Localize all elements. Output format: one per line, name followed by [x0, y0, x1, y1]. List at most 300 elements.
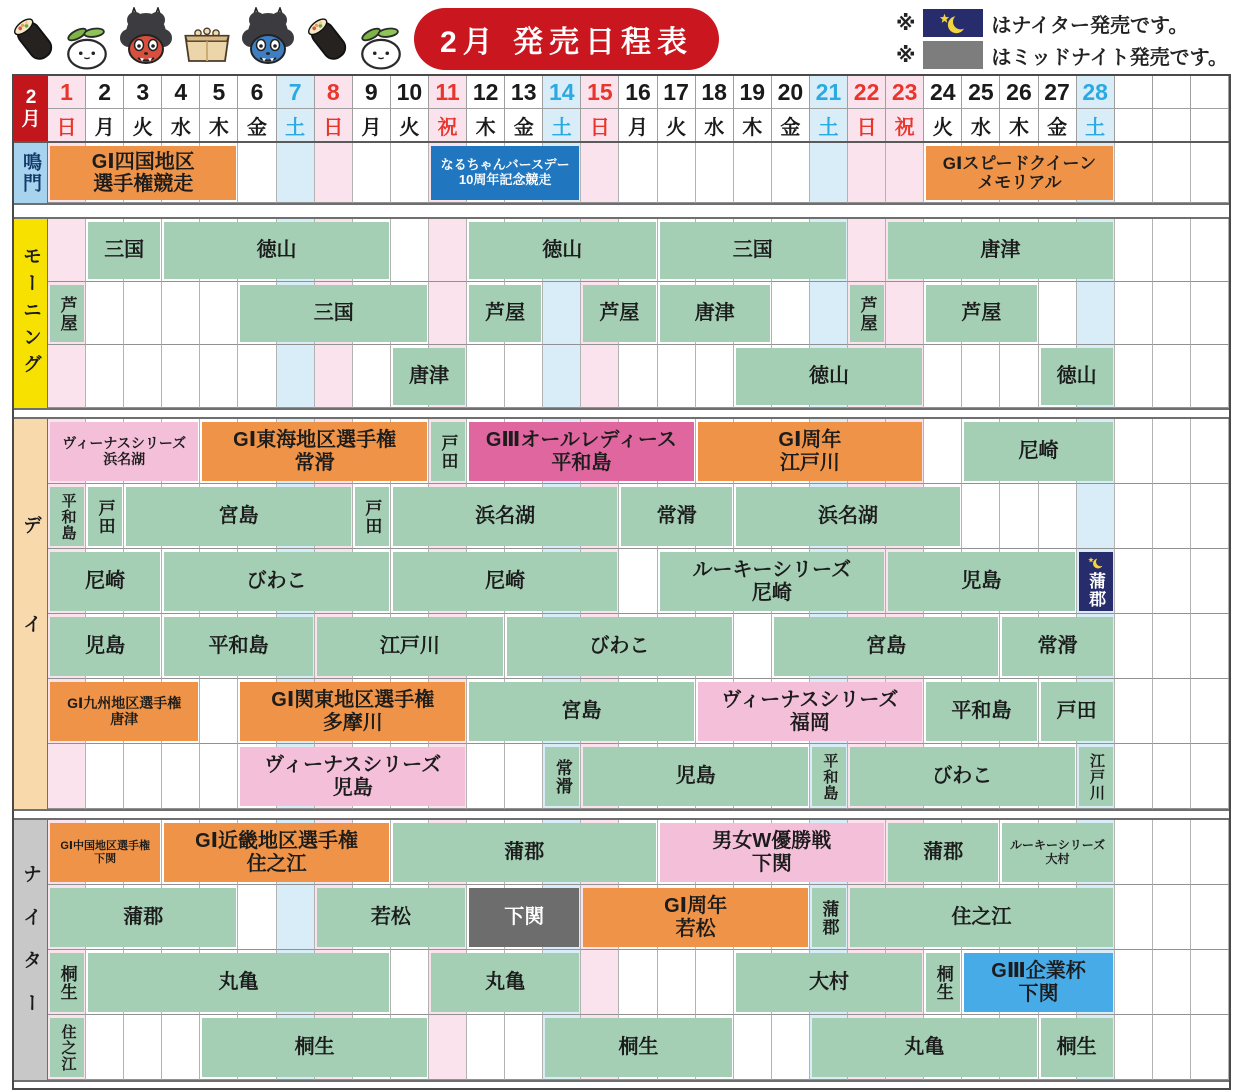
day-cell — [696, 345, 734, 408]
race-bar: 三国 — [240, 285, 426, 342]
trailing-cell — [1191, 679, 1229, 744]
trailing-cell — [1115, 419, 1153, 484]
day-cell — [619, 950, 657, 1015]
weekday-label: 金 — [1039, 109, 1077, 141]
trailing-cell — [1115, 282, 1153, 345]
race-bar: 浜名湖 — [393, 487, 618, 546]
day-cell — [581, 950, 619, 1015]
day-cell — [48, 744, 86, 809]
day-number: 13 — [505, 76, 543, 109]
trailing-cell — [1153, 549, 1191, 614]
day-cell — [772, 143, 810, 203]
day-cell — [429, 219, 467, 282]
day-cell — [1000, 484, 1038, 549]
trailing-cell — [1115, 744, 1153, 809]
trailing-cell — [1191, 820, 1229, 885]
day-number: 20 — [772, 76, 810, 109]
trailing-cell — [1153, 419, 1191, 484]
trailing-cell — [1115, 109, 1153, 141]
weekday-label: 祝 — [429, 109, 467, 141]
day-cell — [162, 282, 200, 345]
section-label-2: デイ — [14, 419, 48, 809]
blue-oni-icon — [236, 7, 300, 71]
trailing-cell — [1191, 143, 1229, 203]
day-cell — [734, 143, 772, 203]
header — [0, 0, 1240, 74]
red-oni-icon — [114, 7, 178, 71]
ehomaki-icon — [8, 9, 60, 71]
race-bar: 丸亀 — [431, 953, 579, 1012]
race-bar: 住之江 — [50, 1018, 84, 1077]
weekday-label: 木 — [200, 109, 238, 141]
race-bar: 児島 — [583, 747, 808, 806]
day-cell — [48, 219, 86, 282]
trailing-cell — [1191, 419, 1229, 484]
day-cell — [353, 345, 391, 408]
race-bar: GⅠ周年 江戸川 — [698, 422, 923, 481]
day-cell — [619, 143, 657, 203]
weekday-label: 火 — [658, 109, 696, 141]
ehomaki-icon — [8, 9, 60, 71]
race-bar: 児島 — [888, 552, 1074, 611]
trailing-cell — [1153, 143, 1191, 203]
race-bar: 蒲郡 — [888, 823, 998, 882]
race-bar: 蒲郡 — [393, 823, 656, 882]
date-header — [14, 76, 1229, 143]
day-cell — [467, 345, 505, 408]
legend-row-midnight — [896, 41, 1228, 70]
race-bar: 常滑 — [545, 747, 579, 806]
day-cell — [86, 744, 124, 809]
section-3 — [14, 820, 1229, 1080]
race-bar: 唐津 — [393, 348, 465, 405]
weekday-label: 木 — [467, 109, 505, 141]
day-cell — [924, 419, 962, 484]
snow-rabbit-icon — [62, 23, 112, 71]
day-cell — [696, 143, 734, 203]
day-number: 2 — [86, 76, 124, 109]
day-number: 25 — [962, 76, 1000, 109]
race-bar: ヴィーナスシリーズ 児島 — [240, 747, 465, 806]
day-number: 18 — [696, 76, 734, 109]
section-separator — [14, 203, 1229, 219]
day-cell — [505, 345, 543, 408]
trailing-cell — [1115, 76, 1153, 109]
race-bar: 男女W優勝戦 下関 — [660, 823, 885, 882]
race-bar: 平和島 — [812, 747, 846, 806]
section-0 — [14, 143, 1229, 203]
masu-beans-icon — [180, 15, 234, 71]
race-bar: GⅠ中国地区選手権 下関 — [50, 823, 160, 882]
day-cell — [924, 345, 962, 408]
weekday-label: 金 — [772, 109, 810, 141]
day-number: 28 — [1077, 76, 1115, 109]
day-cell — [581, 143, 619, 203]
day-number: 12 — [467, 76, 505, 109]
day-cell — [200, 345, 238, 408]
day-cell — [886, 143, 924, 203]
trailing-cell — [1115, 345, 1153, 408]
month-label: 2 月 — [14, 76, 48, 141]
race-bar: 戸田 — [431, 422, 465, 481]
weekday-label: 月 — [86, 109, 124, 141]
trailing-cell — [1115, 820, 1153, 885]
day-number: 19 — [734, 76, 772, 109]
day-number: 3 — [124, 76, 162, 109]
day-cell — [734, 614, 772, 679]
day-number: 1 — [48, 76, 86, 109]
weekday-label: 土 — [277, 109, 315, 141]
trailing-cell — [1191, 950, 1229, 1015]
trailing-cell — [1191, 76, 1229, 109]
day-number: 27 — [1039, 76, 1077, 109]
legend — [896, 6, 1232, 73]
day-cell — [467, 1015, 505, 1080]
weekday-label: 水 — [162, 109, 200, 141]
race-bar: 尼崎 — [964, 422, 1112, 481]
race-bar: 徳山 — [469, 222, 655, 279]
day-number: 21 — [810, 76, 848, 109]
weekday-label: 祝 — [886, 109, 924, 141]
trailing-cell — [1191, 1015, 1229, 1080]
race-bar: 浜名湖 — [736, 487, 961, 546]
race-bar: 桐生 — [926, 953, 960, 1012]
trailing-cell — [1191, 345, 1229, 408]
day-number: 4 — [162, 76, 200, 109]
race-bar: 芦屋 — [50, 285, 84, 342]
weekday-label: 金 — [505, 109, 543, 141]
race-bar: ルーキーシリーズ 大村 — [1002, 823, 1112, 882]
day-cell — [429, 1015, 467, 1080]
race-bar: 平和島 — [926, 682, 1036, 741]
race-bar: 三国 — [88, 222, 160, 279]
race-bar: 江戸川 — [1079, 747, 1113, 806]
day-number: 23 — [886, 76, 924, 109]
day-number: 16 — [619, 76, 657, 109]
weekday-label: 木 — [1000, 109, 1038, 141]
section-separator — [14, 408, 1229, 419]
race-bar: 芦屋 — [926, 285, 1036, 342]
day-cell — [848, 143, 886, 203]
calendar — [12, 74, 1231, 1090]
day-number: 5 — [200, 76, 238, 109]
day-cell — [1077, 484, 1115, 549]
race-bar: 常滑 — [1002, 617, 1112, 676]
race-bar: ルーキーシリーズ 尼崎 — [660, 552, 885, 611]
race-bar: 江戸川 — [317, 617, 503, 676]
day-cell — [162, 1015, 200, 1080]
race-bar: 蒲郡 — [812, 888, 846, 947]
trailing-cell — [1115, 219, 1153, 282]
race-bar: 徳山 — [164, 222, 389, 279]
day-cell — [391, 219, 429, 282]
trailing-cell — [1115, 549, 1153, 614]
section-1 — [14, 219, 1229, 408]
day-cell — [238, 143, 276, 203]
day-cell — [238, 345, 276, 408]
trailing-cell — [1115, 950, 1153, 1015]
trailing-cell — [1115, 885, 1153, 950]
race-bar: 戸田 — [355, 487, 389, 546]
day-cell — [619, 549, 657, 614]
decoration-icons — [8, 7, 406, 71]
nighter-swatch — [923, 9, 983, 37]
race-bar: 徳山 — [1041, 348, 1113, 405]
snow-rabbit-icon — [356, 23, 406, 71]
day-cell — [277, 345, 315, 408]
race-bar: 芦屋 — [469, 285, 541, 342]
day-cell — [772, 1015, 810, 1080]
race-bar: 蒲郡 — [50, 888, 236, 947]
race-bar: GⅠ関東地区選手権 多摩川 — [240, 682, 465, 741]
day-cell — [543, 345, 581, 408]
weekday-label: 月 — [619, 109, 657, 141]
day-cell — [581, 345, 619, 408]
trailing-cell — [1191, 744, 1229, 809]
section-separator — [14, 1080, 1229, 1088]
trailing-cell — [1153, 1015, 1191, 1080]
day-cell — [277, 885, 315, 950]
weekday-label: 水 — [696, 109, 734, 141]
race-bar: 常滑 — [621, 487, 731, 546]
race-bar: なるちゃんバースデー 10周年記念競走 — [431, 146, 579, 200]
masu-beans-icon — [180, 15, 234, 71]
trailing-cell — [1153, 345, 1191, 408]
race-bar: 宮島 — [126, 487, 351, 546]
day-number: 6 — [238, 76, 276, 109]
day-cell — [962, 484, 1000, 549]
race-bar: びわこ — [164, 552, 389, 611]
race-bar: びわこ — [850, 747, 1075, 806]
day-cell — [124, 345, 162, 408]
day-cell — [315, 143, 353, 203]
race-bar: 宮島 — [469, 682, 694, 741]
trailing-cell — [1153, 744, 1191, 809]
trailing-cell — [1153, 109, 1191, 141]
weekday-label: 火 — [124, 109, 162, 141]
race-bar: 唐津 — [888, 222, 1113, 279]
race-bar: 尼崎 — [50, 552, 160, 611]
day-cell — [124, 282, 162, 345]
day-cell — [734, 1015, 772, 1080]
race-bar: 三国 — [660, 222, 846, 279]
weekday-label: 火 — [391, 109, 429, 141]
race-bar: 唐津 — [660, 285, 770, 342]
weekday-label: 日 — [581, 109, 619, 141]
weekday-label: 日 — [315, 109, 353, 141]
race-bar: GⅢ企業杯 下関 — [964, 953, 1112, 1012]
race-bar: 住之江 — [850, 888, 1113, 947]
day-cell — [1000, 345, 1038, 408]
day-cell — [315, 345, 353, 408]
day-cell — [772, 282, 810, 345]
day-cell — [391, 950, 429, 1015]
day-number: 7 — [277, 76, 315, 109]
race-bar: 芦屋 — [850, 285, 884, 342]
trailing-cell — [1191, 614, 1229, 679]
weekday-label: 火 — [924, 109, 962, 141]
race-bar: 桐生 — [202, 1018, 427, 1077]
day-number: 22 — [848, 76, 886, 109]
day-cell — [200, 679, 238, 744]
trailing-cell — [1153, 885, 1191, 950]
day-cell — [1039, 282, 1077, 345]
day-number: 11 — [429, 76, 467, 109]
race-bar: 戸田 — [1041, 682, 1113, 741]
page-title: 2月 発売日程表 — [414, 8, 719, 70]
day-cell — [162, 345, 200, 408]
day-cell — [467, 744, 505, 809]
legend-nighter-label: はナイター発売です。 — [991, 14, 1189, 37]
day-cell — [658, 950, 696, 1015]
race-bar: ヴィーナスシリーズ 浜名湖 — [50, 422, 198, 481]
ehomaki-icon — [302, 9, 354, 71]
trailing-cell — [1115, 614, 1153, 679]
race-bar: 丸亀 — [812, 1018, 1037, 1077]
moon-star-icon — [1085, 555, 1107, 570]
section-2 — [14, 419, 1229, 809]
day-number: 9 — [353, 76, 391, 109]
day-cell — [391, 143, 429, 203]
day-cell — [124, 744, 162, 809]
day-cell — [162, 744, 200, 809]
weekday-label: 日 — [48, 109, 86, 141]
trailing-cell — [1191, 219, 1229, 282]
trailing-cell — [1115, 1015, 1153, 1080]
day-cell — [505, 744, 543, 809]
section-label-1: モーニング — [14, 219, 48, 408]
day-cell — [1039, 484, 1077, 549]
day-cell — [962, 345, 1000, 408]
weekday-label: 土 — [810, 109, 848, 141]
ehomaki-icon — [302, 9, 354, 71]
trailing-cell — [1191, 484, 1229, 549]
day-number: 26 — [1000, 76, 1038, 109]
race-bar: 丸亀 — [88, 953, 389, 1012]
asterisk-marker: ※ — [895, 12, 916, 35]
day-cell — [48, 345, 86, 408]
race-bar: 桐生 — [1041, 1018, 1113, 1077]
weekday-label: 日 — [848, 109, 886, 141]
section-label-3: ナイター — [14, 820, 48, 1080]
trailing-cell — [1191, 885, 1229, 950]
day-number: 15 — [581, 76, 619, 109]
weekday-label: 水 — [962, 109, 1000, 141]
day-cell — [886, 282, 924, 345]
race-bar: 桐生 — [50, 953, 84, 1012]
trailing-cell — [1153, 219, 1191, 282]
race-bar: GⅠ東海地区選手権 常滑 — [202, 422, 427, 481]
race-bar: GⅠ九州地区選手権 唐津 — [50, 682, 198, 741]
legend-midnight-label: はミッドナイト発売です。 — [991, 46, 1228, 69]
trailing-cell — [1115, 484, 1153, 549]
race-bar: 宮島 — [774, 617, 999, 676]
race-bar: 平和島 — [164, 617, 312, 676]
race-bar: 徳山 — [736, 348, 922, 405]
day-number: 8 — [315, 76, 353, 109]
midnight-swatch — [923, 41, 983, 69]
trailing-cell — [1153, 820, 1191, 885]
day-cell — [810, 282, 848, 345]
day-cell — [124, 1015, 162, 1080]
day-cell — [810, 143, 848, 203]
asterisk-marker: ※ — [895, 44, 916, 67]
day-cell — [86, 282, 124, 345]
trailing-cell — [1191, 109, 1229, 141]
trailing-cell — [1115, 143, 1153, 203]
race-bar: GⅠ近畿地区選手権 住之江 — [164, 823, 389, 882]
race-bar: GⅠスピードクイーン メモリアル — [926, 146, 1112, 200]
day-cell — [658, 345, 696, 408]
day-cell — [353, 143, 391, 203]
day-cell — [277, 143, 315, 203]
trailing-cell — [1191, 549, 1229, 614]
trailing-cell — [1153, 950, 1191, 1015]
day-cell — [429, 282, 467, 345]
race-bar: 大村 — [736, 953, 922, 1012]
race-bar: GⅠ四国地区 選手権競走 — [50, 146, 236, 200]
weekday-label: 土 — [1077, 109, 1115, 141]
day-cell — [86, 1015, 124, 1080]
race-bar: びわこ — [507, 617, 732, 676]
race-bar: 戸田 — [88, 487, 122, 546]
race-bar: 平和島 — [50, 487, 84, 546]
race-bar: GⅢオールレディース 平和島 — [469, 422, 694, 481]
day-cell — [658, 143, 696, 203]
day-cell — [505, 1015, 543, 1080]
day-cell — [848, 219, 886, 282]
trailing-cell — [1153, 614, 1191, 679]
section-label-0: 鳴門 — [14, 143, 48, 203]
race-bar: ヴィーナスシリーズ 福岡 — [698, 682, 923, 741]
weekday-label: 金 — [238, 109, 276, 141]
snow-rabbit-icon — [356, 23, 406, 71]
race-bar: 若松 — [317, 888, 465, 947]
race-bar: GⅠ周年 若松 — [583, 888, 808, 947]
trailing-cell — [1153, 679, 1191, 744]
day-cell — [696, 950, 734, 1015]
trailing-cell — [1153, 484, 1191, 549]
trailing-cell — [1115, 679, 1153, 744]
day-number: 24 — [924, 76, 962, 109]
day-cell — [200, 282, 238, 345]
race-bar: 桐生 — [545, 1018, 731, 1077]
trailing-cell — [1153, 76, 1191, 109]
day-cell — [86, 345, 124, 408]
race-bar: 下関 — [469, 888, 579, 947]
day-cell — [543, 282, 581, 345]
race-bar: 児島 — [50, 617, 160, 676]
weekday-label: 木 — [734, 109, 772, 141]
day-cell — [1077, 282, 1115, 345]
race-bar: 尼崎 — [393, 552, 618, 611]
race-bar: 蒲郡 — [1079, 552, 1113, 611]
race-bar: 芦屋 — [583, 285, 655, 342]
day-number: 10 — [391, 76, 429, 109]
section-separator — [14, 809, 1229, 820]
snow-rabbit-icon — [62, 23, 112, 71]
day-cell — [238, 885, 276, 950]
weekday-label: 土 — [543, 109, 581, 141]
day-cell — [200, 744, 238, 809]
day-cell — [619, 345, 657, 408]
day-number: 14 — [543, 76, 581, 109]
day-number: 17 — [658, 76, 696, 109]
legend-row-nighter — [896, 9, 1228, 38]
weekday-label: 月 — [353, 109, 391, 141]
trailing-cell — [1153, 282, 1191, 345]
trailing-cell — [1191, 282, 1229, 345]
